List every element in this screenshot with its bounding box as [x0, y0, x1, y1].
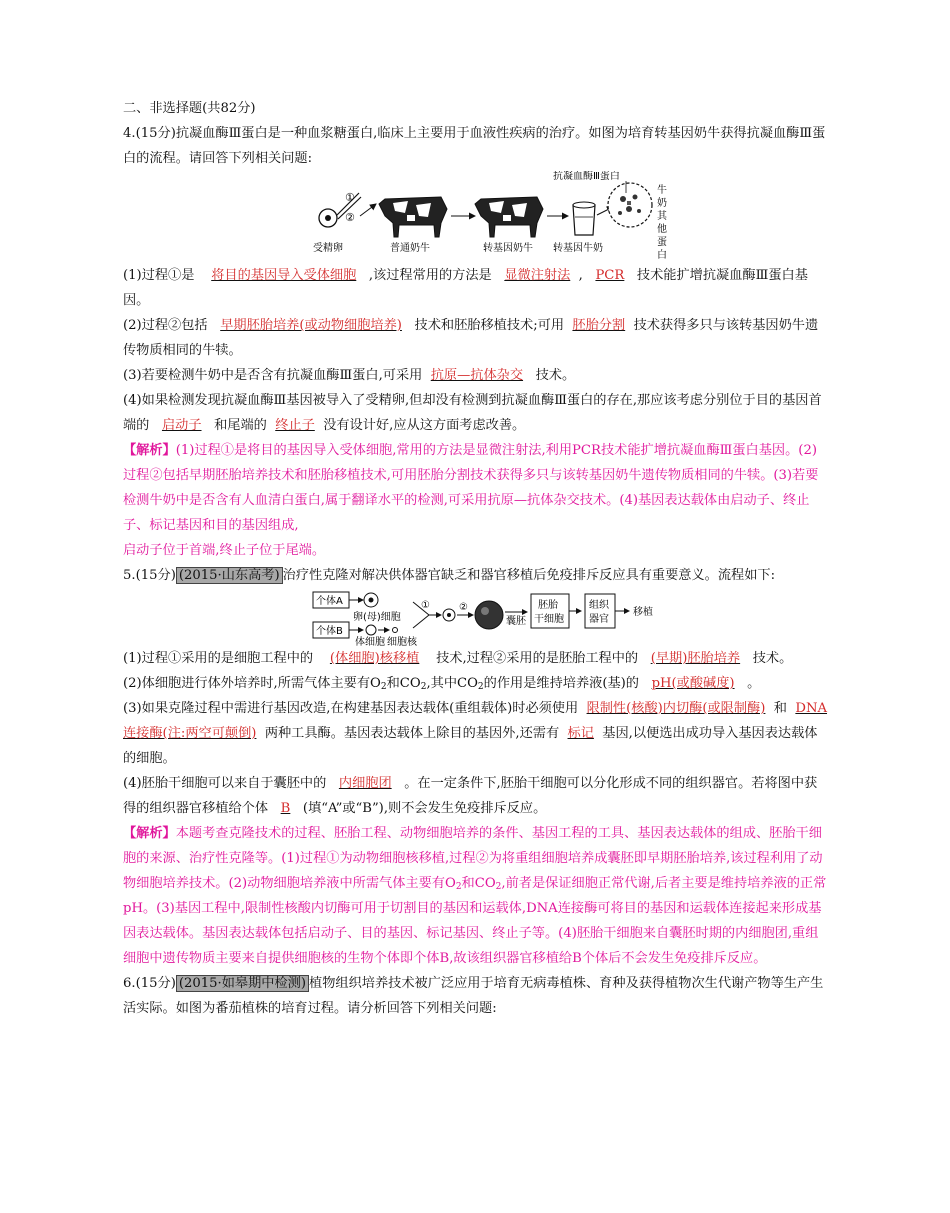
somatic-cell-icon: [366, 625, 376, 635]
q4-figure: [123, 171, 828, 263]
q4-sub1: (1)过程①是 将目的基因导入受体细胞 ,该过程常用的方法是 显微注射法 , PCR 技术能扩增抗凝血酶Ⅲ蛋白基因。: [123, 268, 808, 308]
q4-answer-6: 抗原—抗体杂交: [430, 368, 524, 383]
q4-answer-4: 早期胚胎培养(或动物细胞培养): [220, 318, 402, 333]
q4-sub2: (2)过程②包括 早期胚胎培养(或动物细胞培养) 技术和胚胎移植技术;可用 胚胎分割 技术获得多只与该转基因奶牛遗传物质相同的牛犊。: [123, 318, 819, 358]
q4-answer-5: 胚胎分割: [572, 318, 626, 333]
q5-answer-2: (早期)胚胎培养: [650, 651, 741, 666]
q5-sub1: (1)过程①采用的是细胞工程中的 (体细胞)核移植 技术,过程②采用的是胚胎工程中的 (早期)胚胎培养 技术。: [123, 651, 793, 666]
svg-text:奶: 奶: [657, 198, 667, 209]
q4-sub4: (4)如果检测发现抗凝血酶Ⅲ基因被导入了受精卵,但却没有检测到抗凝血酶Ⅲ蛋白的存在,那应该考虑分别位于目的基因首端的 启动子 和尾端的 终止子 没有设计好,应从这方面考虑改善。: [123, 393, 822, 433]
q5-sub2: (2)体细胞进行体外培养时,所需气体主要有$O_2$和$CO_2$,其中$CO_2$的作用是维持培养液(基)的 pH(或酸碱度) 。: [123, 676, 761, 692]
fertilized-egg-label: 受精卵: [313, 243, 343, 254]
milk-beaker-icon: [573, 202, 595, 235]
q4-answer-3: PCR: [595, 268, 625, 283]
q6-source-badge: (2015·如皋期中检测): [176, 975, 309, 992]
organ-label-1: 组织: [589, 600, 609, 611]
nucleus-icon: [393, 628, 398, 633]
q5-answer-8: B: [280, 801, 291, 816]
blastocyst-label: 囊胚: [506, 616, 526, 627]
es-cell-label-1: 胚胎: [538, 600, 558, 611]
q4-answer-8: 终止子: [275, 418, 315, 433]
svg-text:蛋: 蛋: [657, 237, 667, 248]
individual-a-label: 个体A: [316, 596, 343, 607]
q5-figure: [123, 588, 828, 646]
q5-sub4: (4)胚胎干细胞可以来自于囊胚中的 内细胞团 。在一定条件下,胚胎干细胞可以分化形成不同的组织器官。若将图中获得的组织器官移植给个体 B (填“A”或“B”),则不会发生免疫排斥反应。: [123, 776, 818, 816]
q4-analysis: 【解析】(1)过程①是将目的基因导入受体细胞,常用的方法是显微注射法,利用PCR技术能扩增抗凝血酶Ⅲ蛋白基因。(2)过程②包括早期胚胎培养技术和胚胎移植技术,可用胚胎分割技术获得多只与该转基因奶牛遗传物质相同的牛犊。(3)若要检测牛奶中是否含有人血清白蛋白,属于翻译水平的检测,可采用抗原—抗体杂交技术。(4)基因表达载体由启动子、终止子、标记基因和目的基因组成,: [123, 443, 819, 533]
somatic-cell-label: 体细胞: [355, 637, 385, 646]
q5-answer-7: 内细胞团: [338, 776, 392, 791]
q5-source-badge: (2015·山东高考): [176, 567, 283, 584]
transgenic-cow-icon: [475, 197, 543, 237]
svg-text:他: 他: [657, 224, 667, 235]
q4-answer-1: 将目的基因导入受体细胞: [211, 268, 357, 283]
q4-answer-7: 启动子: [161, 418, 202, 433]
nucleus-label: 细胞核: [387, 637, 417, 646]
transgenic-cow-diagram: [123, 171, 828, 263]
blastocyst-icon: [475, 601, 503, 629]
q6-stem: 6.(15分) (2015·如皋期中检测) 植物组织培养技术被广泛应用于培育无病毒植株、育种及获得植物次生代谢产物等生产生活实际。如图为番茄植株的培育过程。请分析回答下列相关问题:: [123, 976, 824, 1016]
q5-step-2-label: ②: [459, 602, 468, 613]
egg-label: 卵(母)细胞: [353, 612, 401, 623]
q5-step-1-label: ①: [421, 600, 430, 611]
transgenic-cow-label: 转基因奶牛: [483, 243, 533, 254]
q5-answer-3: pH(或酸碱度): [651, 676, 735, 691]
protein-label: 抗凝血酶Ⅲ蛋白: [553, 171, 620, 182]
step-2-label: ②: [345, 211, 355, 224]
normal-cow-icon: [379, 197, 447, 237]
normal-cow-label: 普通奶牛: [390, 243, 430, 254]
q4-analysis-tail: 启动子位于首端,终止子位于尾端。: [123, 543, 326, 558]
q4-stem: 4.(15分)抗凝血酶Ⅲ蛋白是一种血浆糖蛋白,临床上主要用于血液性疾病的治疗。如图为培育转基因奶牛获得抗凝血酶Ⅲ蛋白的流程。请回答下列相关问题:: [123, 126, 826, 166]
protein-circle-icon: [608, 183, 652, 227]
q5-answer-5: DNA连接酶(注:两空可颠倒): [123, 701, 828, 741]
es-cell-label-2: 干细胞: [534, 614, 564, 625]
q5-answer-4: 限制性(核酸)内切酶(或限制酶): [586, 701, 766, 716]
other-protein-label: [657, 183, 668, 261]
q5-stem: 5.(15分) (2015·山东高考) 治疗性克隆对解决供体器官缺乏和器官移植后免疫排斥反应具有重要意义。流程如下:: [123, 568, 776, 583]
step-1-label: ①: [345, 191, 355, 204]
svg-text:白: 白: [657, 250, 667, 261]
q4-answer-2: 显微注射法: [504, 268, 571, 283]
section-title: 二、非选择题(共82分): [123, 101, 256, 116]
q4-sub3: (3)若要检测牛奶中是否含有抗凝血酶Ⅲ蛋白,可采用 抗原—抗体杂交 技术。: [123, 368, 576, 383]
individual-b-label: 个体B: [316, 626, 343, 637]
q5-answer-6: 标记: [567, 726, 594, 741]
q5-sub3: (3)如果克隆过程中需进行基因改造,在构建基因表达载体(重组载体)时必须使用 限制性(核酸)内切酶(或限制酶) 和 DNA连接酶(注:两空可颠倒) 两种工具酶。基因表达载体上除目的基因外,还需有 标记 基因,以便选出成功导入基因表达载体的细胞。: [123, 701, 828, 766]
transgenic-milk-label: 转基因牛奶: [553, 243, 603, 254]
svg-text:其: 其: [657, 211, 667, 222]
document-body: [123, 96, 828, 1021]
q5-answer-1: (体细胞)核移植: [329, 651, 420, 666]
transplant-label: 移植: [633, 607, 653, 618]
therapeutic-cloning-diagram: [123, 588, 828, 646]
organ-label-2: 器官: [589, 614, 609, 625]
q5-analysis: 【解析】本题考查克隆技术的过程、胚胎工程、动物细胞培养的条件、基因工程的工具、基因表达载体的组成、胚胎干细胞的来源、治疗性克隆等。(1)过程①为动物细胞核移植,过程②为将重组细胞培养成囊胚即早期胚胎培养,该过程利用了动物细胞培养技术。(2)动物细胞培养液中所需气体主要有$O_2$和$CO_2$,前者是保证细胞正常代谢,后者主要是维持培养液的正常pH。(3)基因工程中,限制性核酸内切酶可用于切割目的基因和运载体,DNA连接酶可将目的基因和运载体连接起来形成基因表达载体。基因表达载体包括启动子、目的基因、标记基因、终止子等。(4)胚胎干细胞来自囊胚时期的内细胞团,重组细胞中遗传物质主要来自提供细胞核的生物个体即个体B,故该组织器官移植给B个体后不会发生免疫排斥反应。: [123, 826, 827, 966]
svg-text:牛: 牛: [657, 185, 667, 196]
